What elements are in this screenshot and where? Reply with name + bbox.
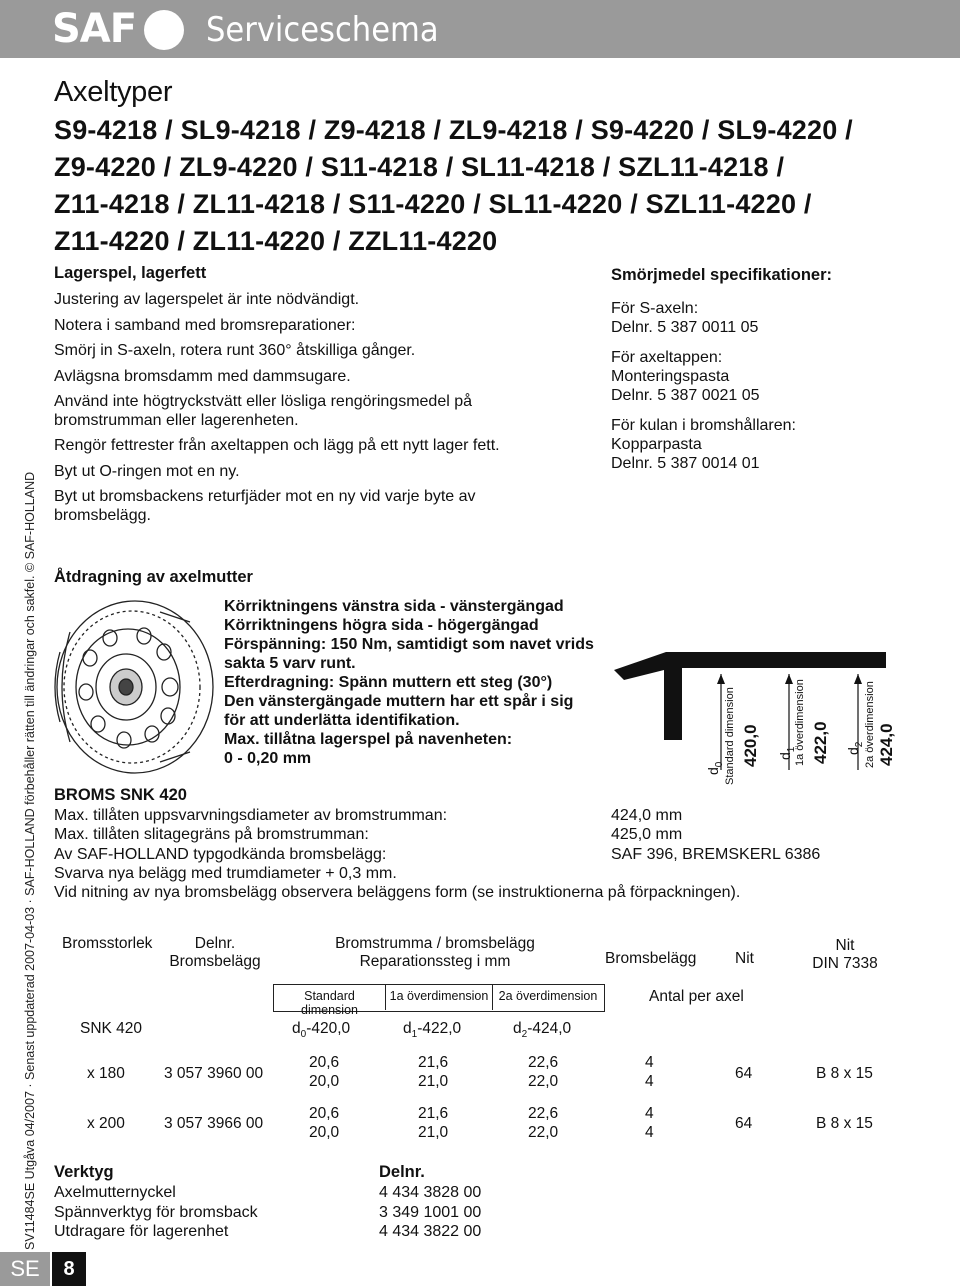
d1-value: 422,0: [811, 721, 830, 764]
cell: 22,6: [528, 1054, 559, 1071]
text-line: sakta 5 varv runt.: [224, 655, 356, 672]
model-line: Z11-4218 / ZL11-4218 / S11-4220 / SL11-4220 / SZL11-4220 /: [54, 189, 812, 219]
cell: 20,6: [309, 1054, 340, 1071]
cell: 22,0: [528, 1124, 559, 1141]
brake-label-2: Max. tillåten slitagegräns på bromstrumman:: [54, 826, 369, 843]
text-line: Delnr. 5 387 0011 05: [611, 319, 759, 336]
row-rivet: 64: [735, 1065, 753, 1082]
lubricant-text: [611, 299, 796, 473]
row-1a: [418, 1104, 448, 1142]
snk-d1: $d_1-422,0$: [403, 1020, 462, 1041]
cell: 22,6: [528, 1105, 559, 1122]
th-count: Antal per axel: [649, 988, 744, 1005]
tools-title: Verktyg: [54, 1163, 114, 1181]
text-line: Delnr. 5 387 0021 05: [611, 387, 760, 404]
cell: 4: [645, 1105, 654, 1122]
text-line: Den vänstergängade muttern har ett spår i sig: [224, 693, 574, 710]
d0-label: Standard dimension: [724, 687, 736, 785]
section-heading: Axeltyper: [54, 76, 173, 108]
tool-name: Axelmutternyckel: [54, 1184, 176, 1201]
tool-part: 3 349 1001 00: [379, 1204, 482, 1221]
tool-part: 4 434 3828 00: [379, 1184, 482, 1201]
cell: 21,0: [418, 1073, 449, 1090]
th-part-line: Bromsbelägg: [169, 953, 261, 970]
row-std: [309, 1104, 339, 1142]
row-lining: [645, 1053, 654, 1091]
brake-value-2: 425,0 mm: [611, 826, 683, 843]
d0-symbol: $d_0$: [705, 761, 725, 775]
th-din: [800, 937, 890, 973]
text-line: Använd inte högtryckstvätt eller lösliga rengöringsmedel på: [54, 393, 473, 410]
cell: 20,6: [309, 1105, 340, 1122]
text-line: 0 - 0,20 mm: [224, 750, 312, 767]
text-line: Monteringspasta: [611, 368, 730, 385]
d1-symbol: $d_1$: [777, 746, 797, 760]
side-legal-text: SV11484SE Utgåva 04/2007 · Senast uppdaterad 2007-04-03 · SAF-HOLLAND förbehåller rätten till ändringar och sakfel. © SAF-HOLLAND: [23, 471, 37, 1250]
th-sub-1a: 1a överdimension: [389, 989, 489, 1003]
row-rivet: 64: [735, 1115, 753, 1132]
text-line: För kulan i bromshållaren:: [611, 417, 796, 434]
row-size: x 200: [87, 1115, 125, 1132]
row-std: [309, 1053, 339, 1091]
model-line: Z9-4220 / ZL9-4220 / S11-4218 / SL11-4218 / SZL11-4218 /: [54, 152, 785, 182]
cell: 21,6: [418, 1054, 449, 1071]
cell: 4: [645, 1073, 654, 1090]
text-line: bromstrumman eller lagerenheten.: [54, 412, 299, 429]
tool-name: Spännverktyg för bromsback: [54, 1204, 258, 1221]
text-line: Rengör fettrester från axeltappen och lägg på ett nytt lager fett.: [54, 437, 500, 454]
cell: 21,0: [418, 1124, 449, 1141]
row-size: x 180: [87, 1065, 125, 1082]
d2-symbol: $d_2$: [845, 741, 865, 755]
saf-logo: SAF: [52, 6, 137, 52]
page-number: 8: [52, 1252, 86, 1286]
d2-label: 2a överdimension: [864, 681, 876, 768]
page-title: Serviceschema: [206, 10, 439, 50]
text-line: Justering av lagerspelet är inte nödvändigt.: [54, 291, 360, 308]
cell: 20,0: [309, 1073, 340, 1090]
cell: 20,0: [309, 1124, 340, 1141]
cell: 4: [645, 1124, 654, 1141]
logo-disc-icon: [144, 10, 184, 50]
text-line: bromsbelägg.: [54, 507, 151, 524]
th-part-line: Delnr.: [194, 935, 236, 952]
lubricant-title: Smörjmedel specifikationer:: [611, 266, 832, 284]
text-line: för att underlätta identifikation.: [224, 712, 460, 729]
text-line: Körriktningens högra sida - högergängad: [224, 617, 539, 634]
text-line: För S-axeln:: [611, 300, 699, 317]
text-line: Kopparpasta: [611, 436, 702, 453]
brake-value-3: SAF 396, BREMSKERL 6386: [611, 846, 821, 863]
snk-label: SNK 420: [80, 1020, 143, 1037]
cell: 4: [645, 1054, 654, 1071]
row-lining: [645, 1104, 654, 1142]
torque-text: [224, 597, 594, 768]
text-line: Körriktningens vänstra sida - vänstergängad: [224, 598, 564, 615]
tool-part: 4 434 3822 00: [379, 1223, 482, 1240]
model-list: [54, 112, 853, 260]
text-line: Efterdragning: Spänn muttern ett steg (30°): [224, 674, 553, 691]
d2-value: 424,0: [877, 723, 896, 766]
header-bar: [0, 0, 960, 58]
row-1a: [418, 1053, 448, 1091]
brake-value-1: 424,0 mm: [611, 807, 683, 824]
model-line: Z11-4220 / ZL11-4220 / ZZL11-4220: [54, 226, 498, 256]
th-din-line: Nit: [835, 937, 855, 954]
language-badge: SE: [0, 1252, 50, 1286]
row-din: B 8 x 15: [816, 1065, 873, 1082]
d1-label: 1a överdimension: [794, 679, 806, 766]
text-line: Byt ut bromsbackens returfjäder mot en ny vid varje byte av: [54, 488, 476, 505]
d0-value: 420,0: [741, 724, 760, 767]
cell: 21,6: [418, 1105, 449, 1122]
row-part: 3 057 3960 00: [164, 1065, 264, 1082]
model-line: S9-4218 / SL9-4218 / Z9-4218 / ZL9-4218 / S9-4220 / SL9-4220 /: [54, 115, 853, 145]
snk-d0: $d_0-420,0$: [292, 1020, 351, 1041]
torque-title: Åtdragning av axelmutter: [54, 568, 253, 586]
text-line: Max. tillåtna lagerspel på navenheten:: [224, 731, 513, 748]
text-line: Förspänning: 150 Nm, samtidigt som navet vrids: [224, 636, 594, 653]
text-line: Notera i samband med bromsreparationer:: [54, 316, 356, 334]
brake-label-3: Av SAF-HOLLAND typgodkända bromsbelägg:: [54, 846, 387, 863]
row-din: B 8 x 15: [816, 1115, 873, 1132]
row-2a: [528, 1104, 558, 1142]
text-line: Delnr. 5 387 0014 01: [611, 455, 760, 472]
th-rivet: Nit: [735, 950, 754, 967]
row-part: 3 057 3966 00: [164, 1115, 264, 1132]
lagerspel-text: [54, 287, 500, 525]
brake-note-1: Svarva nya belägg med trumdiameter + 0,3 mm.: [54, 865, 397, 882]
cell: 22,0: [528, 1073, 559, 1090]
text-line: Byt ut O-ringen mot en ny.: [54, 462, 240, 480]
snk-d2: $d_2-424,0$: [513, 1020, 572, 1041]
th-part: [160, 935, 270, 971]
th-drum-line: Reparationssteg i mm: [359, 953, 511, 970]
row-2a: [528, 1053, 558, 1091]
hub-illustration: [40, 592, 220, 782]
th-sub-2a: 2a överdimension: [498, 989, 598, 1003]
brake-label-1: Max. tillåten uppsvarvningsdiameter av bromstrumman:: [54, 807, 448, 824]
brake-note-2: Vid nitning av nya bromsbelägg observera beläggens form (se instruktionerna på förpackningen).: [54, 884, 741, 901]
th-lining: Bromsbelägg: [605, 950, 697, 967]
lagerspel-title: Lagerspel, lagerfett: [54, 264, 207, 282]
th-din-line: DIN 7338: [812, 955, 878, 972]
tools-part-title: Delnr.: [379, 1163, 425, 1181]
text-line: Avlägsna bromsdamm med dammsugare.: [54, 367, 351, 385]
th-size: Bromsstorlek: [62, 935, 153, 952]
brake-title: BROMS SNK 420: [54, 786, 187, 804]
text-line: För axeltappen:: [611, 349, 723, 366]
th-sub-std: Standard dimension: [301, 989, 358, 1017]
th-drum: [300, 935, 570, 971]
th-drum-line: Bromstrumma / bromsbelägg: [335, 935, 535, 952]
text-line: Smörj in S-axeln, rotera runt 360° åtskilliga gånger.: [54, 342, 416, 359]
tool-name: Utdragare för lagerenhet: [54, 1223, 229, 1240]
